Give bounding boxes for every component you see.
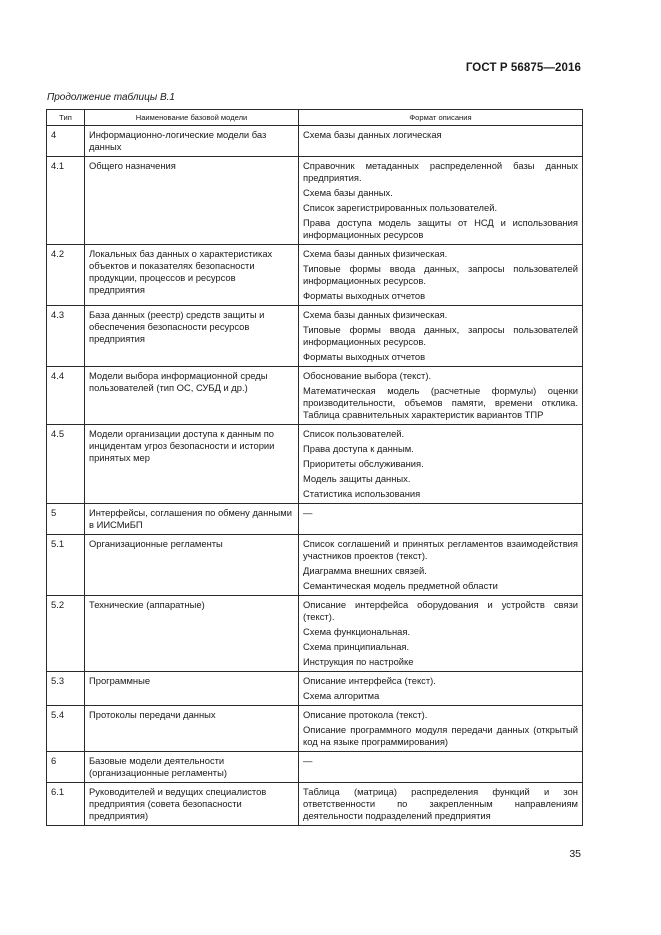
type-cell: 4.2: [47, 245, 85, 306]
format-cell: [299, 535, 583, 596]
models-table: [46, 109, 583, 826]
table-row: [47, 367, 583, 425]
column-header-format: Формат описания: [299, 110, 583, 126]
format-line: Схема базы данных физическая.: [303, 309, 448, 320]
column-header-type: Тип: [47, 110, 85, 126]
format-line: Семантическая модель предметной области: [303, 580, 498, 591]
format-line: Справочник метаданных распределенной базы данных предприятия.: [303, 160, 578, 183]
format-line: Форматы выходных отчетов: [303, 351, 426, 362]
table-row: [47, 425, 583, 504]
format-line: Форматы выходных отчетов: [303, 290, 426, 301]
format-line: Схема функциональная.: [303, 626, 411, 637]
format-line: Диаграмма внешних связей.: [303, 565, 427, 576]
format-cell: [299, 596, 583, 672]
format-line: Список соглашений и принятых регламентов взаимодействия участников проектов (текст).: [303, 538, 578, 561]
format-cell: [299, 157, 583, 245]
table-row: [47, 752, 583, 783]
format-line: Схема базы данных физическая.: [303, 248, 448, 259]
format-cell: [299, 306, 583, 367]
format-cell: [299, 425, 583, 504]
type-cell: 5.2: [47, 596, 85, 672]
format-line: Схема базы данных логическая: [303, 129, 442, 140]
type-cell: 4.4: [47, 367, 85, 425]
table-row: [47, 706, 583, 752]
format-line: Права доступа к данным.: [303, 443, 414, 454]
type-cell: 4.3: [47, 306, 85, 367]
model-name-cell: Руководителей и ведущих специалистов предприятия (совета безопасности предприятия): [85, 783, 299, 826]
table-body: [47, 126, 583, 826]
type-cell: 6: [47, 752, 85, 783]
type-cell: 5.4: [47, 706, 85, 752]
format-line: —: [303, 507, 313, 518]
table-caption: Продолжение таблицы В.1: [47, 92, 175, 103]
format-cell: [299, 126, 583, 157]
format-cell: [299, 672, 583, 706]
format-cell: [299, 752, 583, 783]
format-line: Типовые формы ввода данных, запросы пользователей информационных ресурсов.: [303, 263, 578, 286]
table-row: [47, 306, 583, 367]
table-row: [47, 783, 583, 826]
model-name-cell: Организационные регламенты: [85, 535, 299, 596]
format-line: Типовые формы ввода данных, запросы пользователей информационных ресурсов.: [303, 324, 578, 347]
format-line: Список зарегистрированных пользователей.: [303, 202, 498, 213]
model-name-cell: База данных (реестр) средств защиты и обеспечения безопасности ресурсов предприятия: [85, 306, 299, 367]
format-cell: [299, 504, 583, 535]
format-line: Приоритеты обслуживания.: [303, 458, 424, 469]
standard-header: ГОСТ Р 56875—2016: [465, 62, 581, 74]
type-cell: 6.1: [47, 783, 85, 826]
table-row: [47, 596, 583, 672]
table-row: [47, 504, 583, 535]
format-line: Математическая модель (расчетные формулы) оценки производительности, объемов памяти, времени отклика. Таблица сравнительных характеристик вариантов ТПР: [303, 385, 578, 420]
format-line: Таблица (матрица) распределения функций и зон ответственности по закрепленным направлениям деятельности подразделений предприятия: [303, 786, 578, 821]
model-name-cell: Программные: [85, 672, 299, 706]
table-row: [47, 672, 583, 706]
model-name-cell: Локальных баз данных о характеристиках объектов и показателях безопасности продукции, процессов и ресурсов предприятия: [85, 245, 299, 306]
format-line: —: [303, 755, 313, 766]
model-name-cell: Базовые модели деятельности (организационные регламенты): [85, 752, 299, 783]
format-line: Схема базы данных.: [303, 187, 393, 198]
type-cell: 4: [47, 126, 85, 157]
format-line: Инструкция по настройке: [303, 656, 414, 667]
format-line: Модель защиты данных.: [303, 473, 411, 484]
format-line: Описание протокола (текст).: [303, 709, 428, 720]
format-cell: [299, 367, 583, 425]
format-line: Схема алгоритма: [303, 690, 380, 701]
model-name-cell: Общего назначения: [85, 157, 299, 245]
type-cell: 5: [47, 504, 85, 535]
table-row: [47, 535, 583, 596]
model-name-cell: Информационно-логические модели баз данных: [85, 126, 299, 157]
type-cell: 5.1: [47, 535, 85, 596]
table-row: [47, 245, 583, 306]
type-cell: 5.3: [47, 672, 85, 706]
format-line: Описание интерфейса оборудования и устройств связи (текст).: [303, 599, 578, 622]
format-line: Схема принципиальная.: [303, 641, 410, 652]
format-line: Обоснование выбора (текст).: [303, 370, 432, 381]
model-name-cell: Модели организации доступа к данным по инцидентам угроз безопасности и истории принятых мер: [85, 425, 299, 504]
format-line: Статистика использования: [303, 488, 421, 499]
format-line: Описание программного модуля передачи данных (открытый код на языке программирования): [303, 724, 578, 747]
model-name-cell: Технические (аппаратные): [85, 596, 299, 672]
format-line: Список пользователей.: [303, 428, 405, 439]
type-cell: 4.1: [47, 157, 85, 245]
format-line: Описание интерфейса (текст).: [303, 675, 436, 686]
model-name-cell: Модели выбора информационной среды пользователей (тип ОС, СУБД и др.): [85, 367, 299, 425]
table-header-row: [47, 110, 583, 126]
table-row: [47, 126, 583, 157]
format-cell: [299, 706, 583, 752]
model-name-cell: Протоколы передачи данных: [85, 706, 299, 752]
table-row: [47, 157, 583, 245]
format-cell: [299, 783, 583, 826]
model-name-cell: Интерфейсы, соглашения по обмену данными в ИИСМиБП: [85, 504, 299, 535]
page-number: 35: [569, 848, 581, 860]
format-cell: [299, 245, 583, 306]
column-header-name: Наименование базовой модели: [85, 110, 299, 126]
type-cell: 4.5: [47, 425, 85, 504]
format-line: Права доступа модель защиты от НСД и использования информационных ресурсов: [303, 217, 578, 240]
